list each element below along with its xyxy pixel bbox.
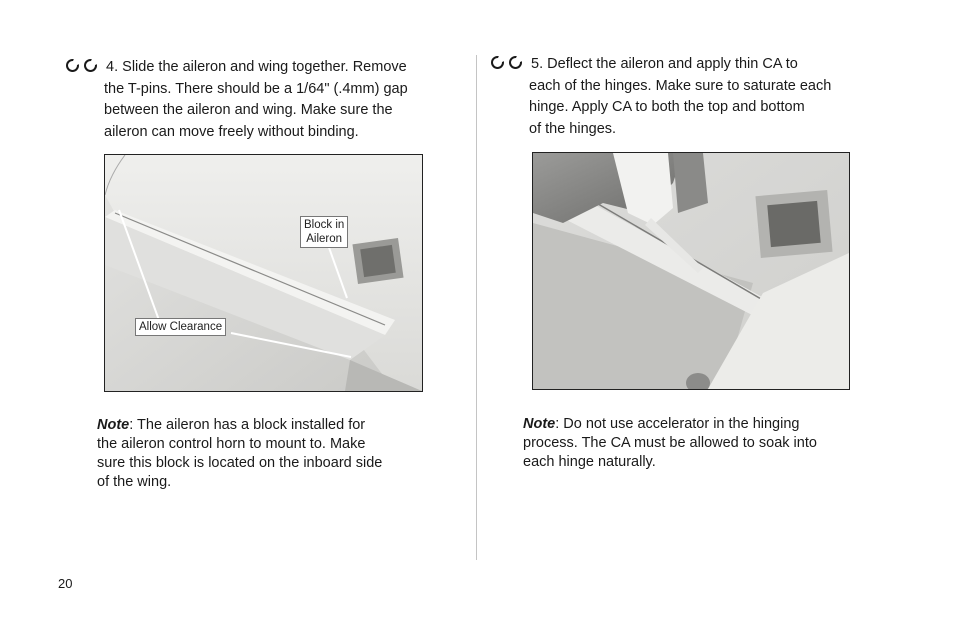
page-number: 20 [58, 576, 73, 591]
step-5-text [491, 54, 831, 140]
note-line: : Do not use accelerator in the hinging [555, 416, 800, 432]
wing-illustration [105, 155, 422, 391]
step-5-line: of the hinges. [529, 120, 617, 137]
block-in-aileron-callout: Block in Aileron [300, 216, 348, 248]
hinge-ca-illustration [533, 153, 849, 389]
ca-application-photo [532, 152, 850, 390]
step-4-line: the T-pins. There should be a 1/64" (.4mm) gap [104, 80, 408, 97]
note-label: Note [97, 417, 130, 433]
checkbox-circle-icon[interactable] [84, 59, 97, 72]
step-4-line: aileron can move freely without binding. [104, 123, 359, 140]
note-line: : The aileron has a block installed for [129, 417, 366, 433]
aileron-wing-photo [104, 154, 423, 392]
note-line: each hinge naturally. [523, 454, 656, 470]
step-5-line: hinge. Apply CA to both the top and bottom [529, 99, 805, 115]
right-note [523, 415, 817, 472]
note-line: process. The CA must be allowed to soak into [523, 435, 817, 451]
note-line: the aileron control horn to mount to. Make [97, 436, 366, 452]
step-5-line: 5. Deflect the aileron and apply thin CA to [531, 56, 798, 72]
step-4-line: between the aileron and wing. Make sure the [104, 102, 393, 118]
checkbox-circle-icon[interactable] [491, 56, 504, 69]
note-label: Note [523, 416, 556, 432]
checkbox-circle-icon[interactable] [509, 56, 522, 69]
allow-clearance-callout: Allow Clearance [135, 318, 226, 336]
column-divider [476, 55, 477, 560]
note-line: of the wing. [97, 474, 172, 490]
left-note [97, 416, 382, 492]
step-5-line: each of the hinges. Make sure to saturate each [529, 77, 832, 94]
step-4-line: 4. Slide the aileron and wing together. Remove [106, 59, 407, 75]
note-line: sure this block is located on the inboard side [97, 455, 383, 471]
checkbox-circle-icon[interactable] [66, 59, 79, 72]
step-4-text [66, 57, 408, 143]
